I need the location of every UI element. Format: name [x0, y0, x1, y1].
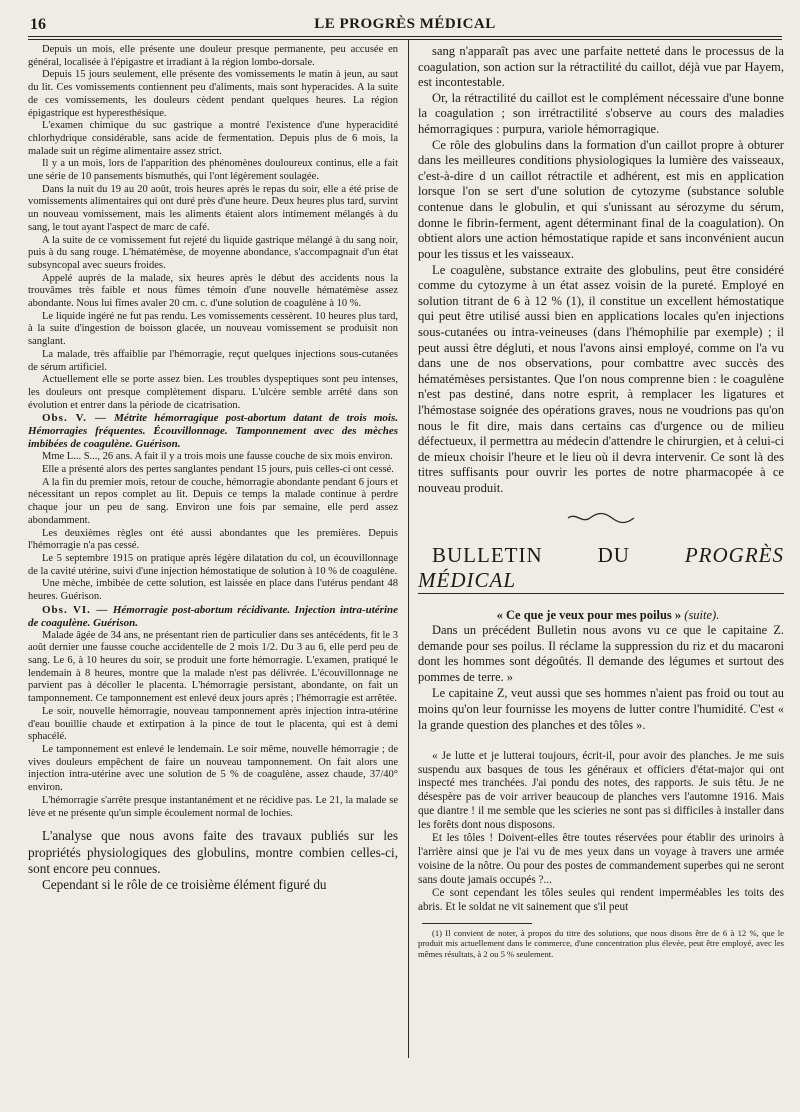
paragraph: Mme L... S..., 26 ans. A fait il y a trois mois une fausse couche de six mois environ. — [42, 451, 393, 463]
page-header — [28, 10, 782, 34]
observation-label: Obs. V. — — [42, 412, 108, 425]
paragraph: Appelé auprès de la malade, six heures après le début des accidents nous la trouvâmes très faible et nous fûmes témoin d'une nouvelle hématémèse assez abondante. Nous lui fîmes avaler 20 cm. c. d'une solution de coagulène à 10 %. — [28, 272, 398, 310]
footnote-rule — [422, 923, 532, 924]
paragraph: Les deuxièmes règles ont été aussi abondantes que les premières. Depuis l'hémorragie n'a pas cessé. — [28, 527, 398, 552]
column-divider — [408, 40, 409, 1058]
paragraph: A la suite de ce vomissement fut rejeté du liquide gastrique mélangé à du sang noir, puis à du sang rouge. L'hématémèse, de moyenne abondance, s'accompagnait d'un état subsyncopal avec sueurs froides. — [28, 234, 398, 271]
right-column — [418, 44, 784, 1094]
paragraph-large: Cependant si le rôle de ce troisième élément figuré du — [42, 877, 327, 893]
paragraph: Malade âgée de 34 ans, ne présentant rien de particulier dans ses antécédents, fit le 3 août dernier une fausse couche accidentelle de 2 mois 1/2. Du 3 au 6, elle perd peu de sang. Le 6, à 10 heures du soir, se produit une forte hémorragie. L'examen, pratiqué le lendemain à 8 heures, montre que la malade n'est pas délivrée. L'écouvillonnage ne parvient pas à décoller le placenta. L'hémorragie persistant, abondante, on fait un tamponnement. Ce tamponnement est enlevé deux jours après ; l'hémorragie est arrêtée. — [28, 629, 398, 705]
header-rule — [28, 36, 782, 37]
paragraph: Dans un précédent Bulletin nous avons vu ce que le capitaine Z. demande pour ses poilus. Il réclame la suppression du riz et du macaroni dont les hommes sont dégoûtés. Il demande des légumes et surtout des pommes de terre. » — [418, 622, 784, 685]
running-title: LE PROGRÈS MÉDICAL — [314, 16, 496, 32]
observation-title: Hémorragie post-abortum récidivante. Injection intra-utérine de coagulène. Guérison. — [28, 603, 398, 629]
paragraph: A la fin du premier mois, retour de couche, hémorragie abondante pendant 6 jours et nécessitant un repos complet au lit. Depuis ce temps la malade continue à perdre chaque jour un peu de sang. Environ une fois par semaine, elle perd assez abondamment. — [28, 476, 398, 526]
page-number: 16 — [30, 16, 46, 33]
footnote: (1) Il convient de noter, à propos du titre des solutions, que nous disons être de 6 à 12 %, que le produit mis actuellement dans le commerce, d'une concentration plus élevée, peut être employé, avec les mêmes résultats, à 2 ou 5 % seulement. — [418, 927, 784, 959]
paragraph: La malade, très affaiblie par l'hémorragie, reçut quelques injections sous-cutanées de sérum artificiel. — [28, 348, 398, 373]
paragraph: Elle a présenté alors des pertes sanglantes pendant 15 jours, puis celles-ci ont cessé. — [42, 464, 394, 475]
paragraph: Le coagulène, substance extraite des globulins, peut être considéré comme du cytozyme à un état assez voisin de la pureté. Employé en solution titrant de 6 à 12 % (1), il constitue un excellent hémostatique qui peut être utilisé aussi bien en applications locales qu'en injections sous-cutanées ou intra-veineuses (dans l'hémophilie par exemple) ; il peut aussi être dégluti, et nous l'avons ainsi employé, comme on l'a vu dans une de nos observations, pour combattre avec succès des hématémèses persistantes. Que l'on nous comprenne bien : le coagulène n'est pas destiné, dans notre esprit, à remplacer les ligatures et l'hémostase soignée des opérations graves, nous ne voudrions pas qu'on nous le fit dire, mais dans certains cas d'urgence ou de milieu défectueux, il permettra au médecin d'attendre le chirurgien, et à celui-ci de mieux choisir l'heure et le lieu où il devra intervenir. Ce sont là des titres suffisants pour ouvrir les portes de notre pharmacopée à ce nouveau produit. — [418, 262, 784, 496]
paragraph: Une mèche, imbibée de cette solution, est laissée en place dans l'utérus pendant 48 heures. Guérison. — [28, 578, 398, 603]
paragraph: Ce sont cependant les tôles seules qui rendent imperméables les toits des abris. Et le soldat ne vit sainement que s'il peut — [418, 887, 784, 914]
ornament-flourish — [566, 511, 636, 525]
paragraph: Dans la nuit du 19 au 20 août, trois heures après le repas du soir, elle a été prise de vomissements alimentaires qui ont duré près d'une heure. Deux heures plus tard, survint un nouveau vomissement, mais les aliments étaient alors intimement mélangés à du sang, le tout ayant l'aspect de marc de café. — [28, 183, 398, 233]
paragraph: « Je lutte et je lutterai toujours, écrit-il, pour avoir des planches. Je me suis suspendu aux basques de tous les généraux et officiers d'état-major qui ont inspecté mes tranchées. J'ai pondu des notes, des rapports. Je suis têtu. Je ne désespère pas de voir arriver beaucoup de planches vers l'automne 1916. Mais que diantre ! il me semble que les scieries ne sont pas si difficiles à installer dans les forêts dont nous disposons. — [418, 749, 784, 831]
bulletin-title-journal: PROGRÈS MÉDICAL — [418, 542, 784, 592]
bulletin-title — [418, 543, 784, 593]
paragraph: Le liquide ingéré ne fut pas rendu. Les vomissements cessèrent. 10 heures plus tard, à la suite d'ingestion de boisson glacée, un nouveau vomissement se produisit non sanglant. — [28, 310, 398, 348]
bulletin-title-prefix: BULLETIN DU — [432, 542, 685, 567]
left-column — [28, 44, 398, 1068]
observation-6-heading — [28, 604, 398, 630]
paragraph: Depuis un mois, elle présente une douleur presque permanente, peu accusée en général, localisée à l'épigastre et irradiant à la région lombo-dorsale. — [28, 44, 398, 68]
observation-label: Obs. VI. — — [42, 603, 109, 616]
paragraph: Le 5 septembre 1915 on pratique après légère dilatation du col, un écouvillonnage de la cavité utérine, suivi d'une injection hémostatique de solution à 10 % de coagulène. — [28, 552, 398, 577]
observation-title: Métrite hémorragique post-abortum datant de trois mois. Hémorragies fréquentes. Écouvillonnage. Tamponnement avec des mèches imbibées de coagulène. Guérison. — [28, 412, 398, 451]
paragraph: Le capitaine Z, veut aussi que ses hommes n'aient pas froid ou tout au moins qu'on leur fournisse les moyens de lutter contre l'humidité. C'est « la grande question des planches et des tôles ». — [418, 686, 784, 732]
bulletin-subtitle-quote: « Ce que je veux pour mes poilus » — [496, 607, 682, 622]
quoted-letter — [418, 750, 784, 915]
paragraph: Il y a un mois, lors de l'apparition des phénomènes douloureux continus, elle a fait une série de 10 pansements bismuthés, qui l'ont légèrement soulagée. — [28, 158, 398, 183]
paragraph: Depuis 15 jours seulement, elle présente des vomissements le matin à jeun, au saut du lit. Ces vomissements contiennent peu d'aliments, mais sont hyperacides. A la suite de ces vomissements, les douleurs cèdent pendant quelques heures. La région épigastrique est hyperesthésique. — [28, 69, 398, 119]
bulletin-subtitle-suite: (suite). — [684, 607, 720, 622]
bulletin-body — [418, 623, 784, 734]
paragraph: Ce rôle des globulins dans la formation d'un caillot propre à obturer dans les meilleures conditions physiologiques la lumière des vaisseaux, c'est-à-dire d un caillot rétractile et adhérent, est mis en application lorsque l'on se sert d'une solution de cytozyme (substance soluble contenue dans le globulin, et qui s'unissant au sérozyme du sérum, donne le fibrin-ferment, agent déterminant final de la coagulation). On obtient alors une action hémostatique rapide et sans inconvénient aucun pour les tissus et les vaisseaux. — [418, 137, 784, 261]
bulletin-subtitle — [418, 608, 784, 623]
paragraph: Et les tôles ! Doivent-elles être toutes réservées pour établir des urinoirs à l'arrière ainsi que je l'ai vu de mes yeux dans un voyage à travers une armée voisine de la nôtre. Ou pour des postes de commandement superbes qui ne seront sans doute jamais occupés ?... — [418, 832, 784, 886]
header-rule-double — [28, 39, 782, 40]
paragraph: sang n'apparaît pas avec une parfaite netteté dans le processus de la coagulation, son action sur la rétractilité du caillot, déjà vue par Hayem, est incontestable. — [418, 44, 784, 90]
paragraph: L'hémorragie s'arrête presque instantanément et ne récidive pas. Le 21, la malade se lève et ne présente qu'un simple écoulement normal de lochies. — [28, 794, 398, 819]
paragraph: Actuellement elle se porte assez bien. Les troubles dyspeptiques sont peu intenses, les douleurs ont presque complètement disparu. L'ulcère semble arrêté dans son évolution et entrer dans la période de cicatrisation. — [28, 374, 398, 411]
observation-5-heading — [28, 412, 398, 451]
paragraph: Le soir, nouvelle hémorragie, nouveau tamponnement après injection intra-utérine d'eau bouillie chaude et extirpation à la pince de tout le placenta, qui est à demi sphacélé. — [28, 705, 398, 743]
bulletin-rule — [418, 593, 784, 594]
paragraph-large: L'analyse que nous avons faite des travaux publiés sur les propriétés physiologiques des globulins, montre combien celles-ci, sont encore peu connues. — [28, 828, 398, 876]
article-continuation — [418, 44, 784, 497]
paragraph: Or, la rétractilité du caillot est le complément nécessaire d'une bonne la coagulation ; son irrétractilité s'observe au cours des maladies hémorragiques : purpura, variole hémorragique. — [418, 90, 784, 137]
paragraph: Le tamponnement est enlevé le lendemain. Le soir même, nouvelle hémorragie ; de vives douleurs empêchent de faire un nouveau tamponnement. On fait alors une injection intra-utérine avec une solution de 5 % de coagulène, assez chaude, 37/40° environ. — [28, 744, 398, 794]
paragraph: L'examen chimique du suc gastrique a montré l'existence d'une hyperacidité chlorhydrique considérable, sans acide de fermentation. Depuis plus de 6 mois, la malade suit un régime alimentaire assez strict. — [28, 120, 398, 157]
